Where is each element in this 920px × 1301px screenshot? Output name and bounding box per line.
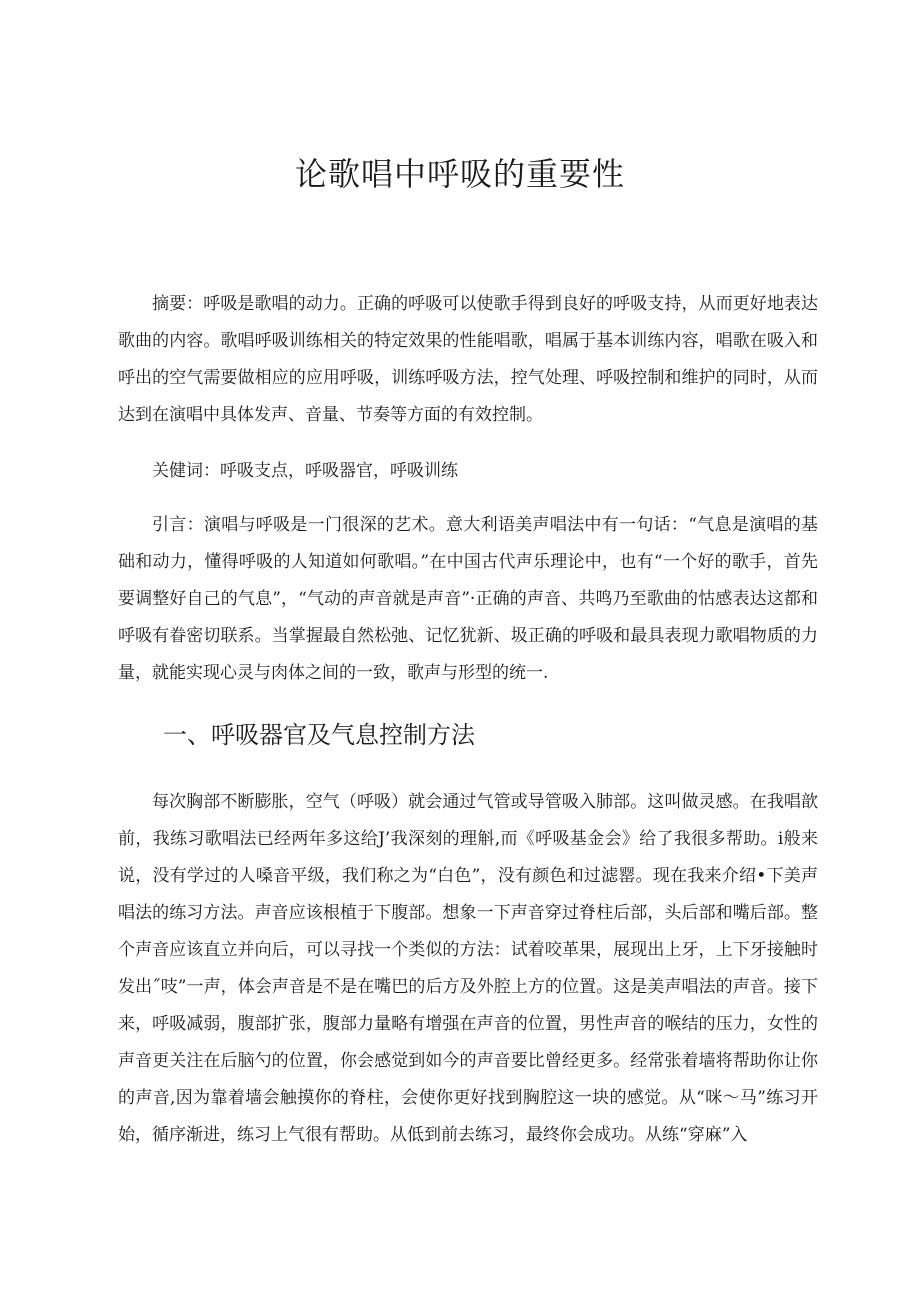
keywords-paragraph: 关健词：呼吸支点，呼吸器官，呼吸训练	[152, 461, 458, 481]
section-heading-1: 一、呼吸器官及气息控制方法	[163, 721, 475, 749]
introduction-paragraph: 引言：演唱与呼吸是一门很深的艺术。意大利语美声唱法中有一句话：“气息是演唱的基础和动力，懂得呼吸的人知道如何歌唱。”在中国古代声乐理论中，也有“一个好的歌手，首先要调整好自己的气息”，“气动的声音就是声音”·正确的声音、共鸣乃至歌曲的怙感表达这都和呼吸有眷密切联系。当掌握最自然松弛、记忆犹新、圾正确的呼吸和最具表现力歌唱物质的力量，就能实现心灵与肉体之间的一致，歌声与形型的统一.	[118, 515, 818, 683]
page-title: 论歌唱中呼吸的重要性	[294, 155, 625, 193]
abstract-paragraph: 摘要：呼吸是歌唱的动力。正确的呼吸可以使歌手得到良好的呼吸支持，从而更好地表达歌曲的内容。歌唱呼吸训练相关的特定效果的性能唱歌，唱属于基本训练内容，唱歌在吸入和呼出的空气需要做相应的应用呼吸，训练呼吸方法，控气处理、呼吸控制和维护的同时，从而达到在演唱中具体发声、音量、节奏等方面的有效控制。	[118, 294, 818, 425]
section-1-body-paragraph: 每次胸部不断膨胀，空气（呼吸）就会通过气管或导管吸入肺部。这叫做灵感。在我唱歆前，我练习歌唱法已经两年多这给J’我深刻的理斛,而《呼吸基金会》给了我很多帮助。i般来说，没有学过的人嗓音平级，我们称之为“白色”，没有颜色和过滤罂。现在我来介绍•下美声唱法的练习方法。声音应该根植于下腹部。想象一下声音穿过脊柱后部，头后部和嘴后部。整个声音应该直立并向后，可以寻找一个类似的方法：试着咬革果，展现出上牙，上下牙接触时发出˝吱”一声，体会声音是不是在嘴巴的后方及外腔上方的位置。这是美声唱法的声音。接下来，呼吸减弱，腹部扩张，腹部力量略有增强在声音的位置，男性声音的喉结的压力，女性的声音更关注在后脑勺的位置，你会感觉到如今的声音要比曾经更多。经常张着墙将帮助你让你的声音,因为靠着墙会触摸你的脊柱，会使你更好找到胸腔这一块的感觉。从“咪～马”练习开始，循序渐进，练习上气很有帮助。从低到前去练习，最终你会成功。从练“穿麻”入	[118, 792, 818, 1145]
